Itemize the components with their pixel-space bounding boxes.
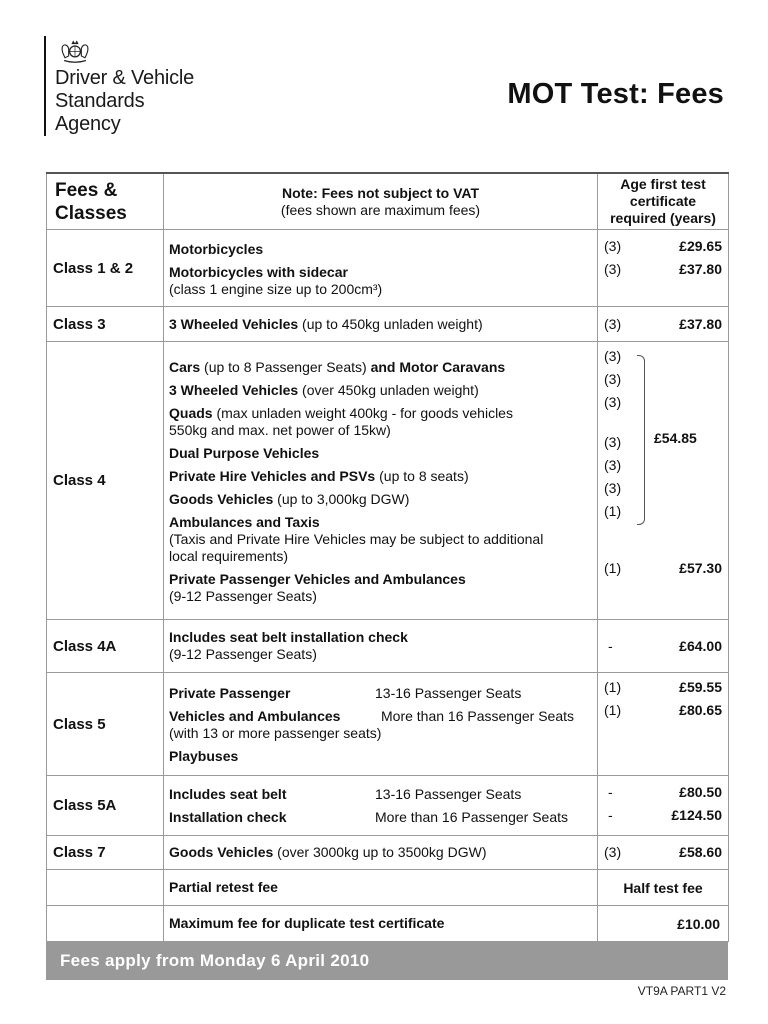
- class-fee: (3) £29.65 (3) £37.80: [598, 230, 729, 307]
- table-row-partial-retest: [47, 870, 729, 906]
- agency-brand: [44, 36, 194, 136]
- class-description: Includes seat belt 13-16 Passenger Seats Installation check More than 16 Passenger Seats: [164, 776, 598, 836]
- table-row-class-3: [47, 307, 729, 342]
- partial-retest-label: Partial retest fee: [169, 879, 278, 895]
- document-header: [44, 36, 728, 140]
- age-heading: Age first test certificate required (years): [598, 173, 729, 230]
- class-fee: - £80.50 - £124.50: [598, 776, 729, 836]
- table-row-class-5: [47, 673, 729, 776]
- class-label: Class 4A: [47, 620, 164, 673]
- table-row-class-4: [47, 342, 729, 620]
- group-bracket: [637, 355, 645, 525]
- table-row-class-4a: [47, 620, 729, 673]
- class-description: 3 Wheeled Vehicles (up to 450kg unladen weight): [164, 307, 598, 342]
- class-label: Class 3: [47, 307, 164, 342]
- duplicate-certificate-label: Maximum fee for duplicate test certificate: [169, 915, 445, 931]
- partial-retest-value: Half test fee: [598, 870, 729, 906]
- brand-divider: [44, 36, 46, 136]
- agency-name-line-2: Standards: [55, 90, 145, 112]
- class-description: Includes seat belt installation check (9-12 Passenger Seats): [164, 620, 598, 673]
- agency-name-line-1: Driver & Vehicle: [55, 67, 195, 89]
- table-row-duplicate-certificate: [47, 906, 729, 942]
- table-header-row: [47, 173, 729, 230]
- class-label: Class 5A: [47, 776, 164, 836]
- class-label: Class 7: [47, 836, 164, 870]
- table-row-class-5a: [47, 776, 729, 836]
- page-title: MOT Test: Fees: [507, 78, 724, 110]
- class-label: Class 4: [47, 342, 164, 620]
- effective-date-banner: [46, 942, 728, 980]
- group-fee: £54.85: [654, 430, 697, 446]
- class-description: Private Passenger 13-16 Passenger Seats Vehicles and Ambulances More than 16 Passenger Seats (with 13 or more passenger seats) Playbuses: [164, 673, 598, 776]
- effective-date-text: Fees apply from Monday 6 April 2010: [60, 951, 370, 970]
- table-row-class-1-2: [47, 230, 729, 307]
- class-description: Motorbicycles Motorbicycles with sidecar (class 1 engine size up to 200cm³): [164, 230, 598, 307]
- class-description: Cars (up to 8 Passenger Seats) and Motor Caravans 3 Wheeled Vehicles (over 450kg unladen weight) Quads (max unladen weight 400kg - for goods vehicles 550kg and max. net power of 15kw) Dual Purpose Vehicles Private Hire Vehicles and PSVs (up to 8 seats) Goods Vehicles (up to 3,000kg DGW) Ambulances and Taxis (Taxis and Private Hire Vehicles may be subject to additional local requirements) Private Passenger Vehicles and Ambulances (9-12 Passenger Seats): [164, 342, 598, 620]
- class-fee: (3) £37.80: [598, 307, 729, 342]
- agency-name-line-3: Agency: [55, 113, 121, 135]
- class-fee: (3) (3) (3) (3) (3) (3) (1) (1) £57.30 £54.85: [598, 342, 729, 620]
- class-fee: (3) £58.60: [598, 836, 729, 870]
- engine-size-note: (class 1 engine size up to 200cm³): [169, 280, 383, 297]
- class-label: Class 5: [47, 673, 164, 776]
- duplicate-certificate-value: £10.00: [598, 906, 729, 942]
- fees-table: [46, 172, 729, 942]
- table-row-class-7: [47, 836, 729, 870]
- document-reference: VT9A PART1 V2: [637, 984, 726, 998]
- class-fee: - £64.00: [598, 620, 729, 673]
- vat-note: Note: Fees not subject to VAT (fees shown are maximum fees): [164, 173, 598, 230]
- class-description: Goods Vehicles (over 3000kg up to 3500kg DGW): [164, 836, 598, 870]
- class-fee: (1) £59.55 (1) £80.65: [598, 673, 729, 776]
- class-label: Class 1 & 2: [47, 230, 164, 307]
- fees-classes-heading: Fees & Classes: [47, 173, 164, 230]
- royal-coat-of-arms-icon: [55, 36, 95, 65]
